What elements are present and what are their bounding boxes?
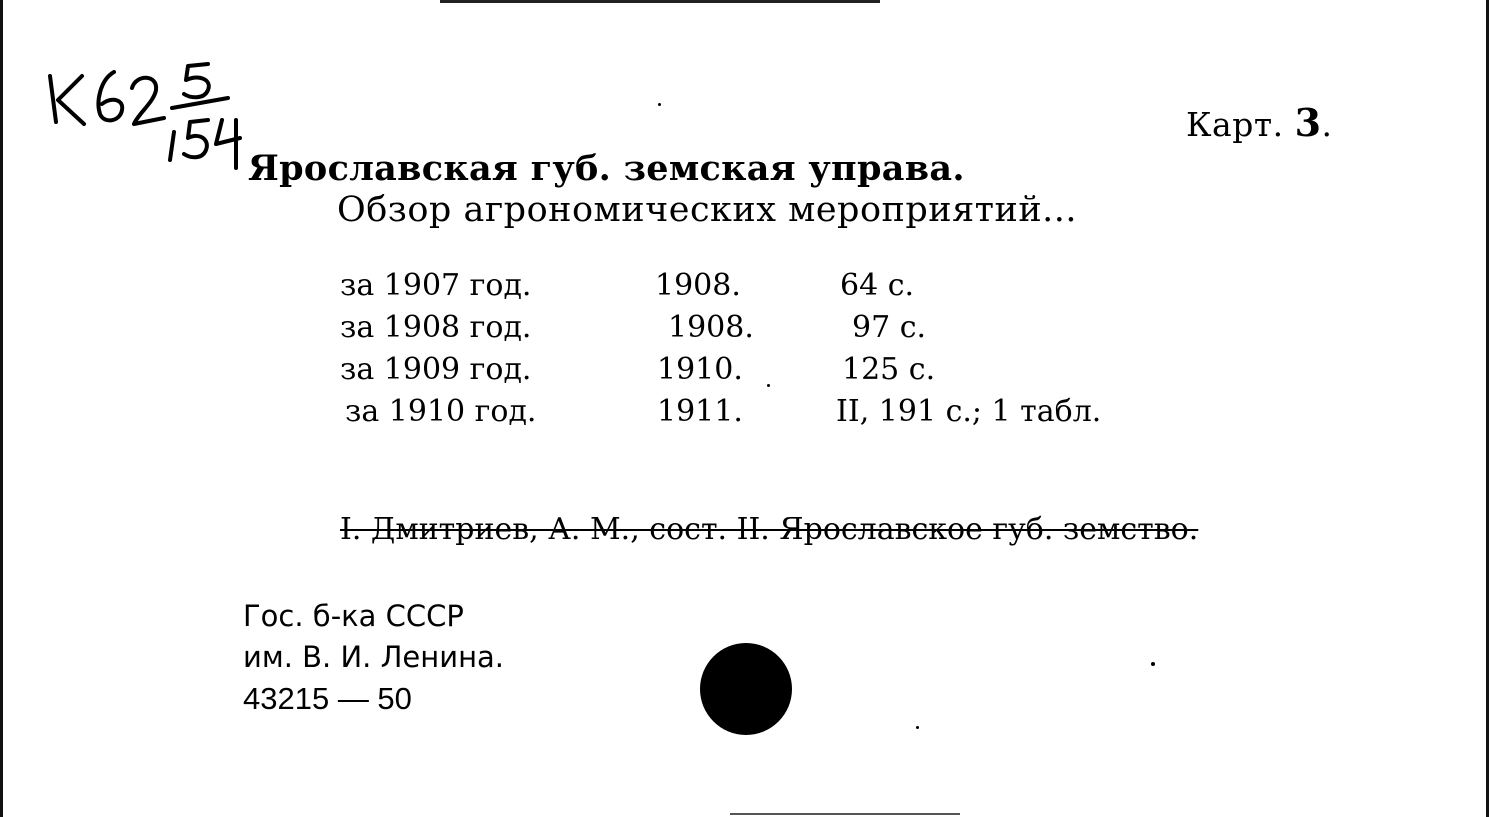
issue-pages: 64 с. (840, 268, 915, 303)
issue-published: 1911. (657, 394, 743, 429)
ink-speck (916, 726, 919, 729)
issue-pages: II, 191 с.; 1 табл. (836, 394, 1102, 429)
handwritten-shelfmark (40, 58, 260, 188)
issue-year: за 1909 год. (340, 352, 532, 387)
punch-hole (700, 643, 792, 735)
ink-speck (658, 103, 661, 106)
ink-speck (767, 384, 770, 387)
library-line-1: Гос. б-ка СССР (243, 599, 464, 633)
card-number-value: 3 (1294, 100, 1322, 145)
order-number: 43215 — 50 (243, 681, 412, 716)
tracings-note: I. Дмитриев, А. М., сост. II. Ярославское губ. земство. (340, 512, 1199, 547)
issue-pages: 125 с. (842, 352, 936, 387)
issue-year: за 1908 год. (340, 310, 532, 345)
card-number-label: Карт. (1186, 105, 1284, 144)
card-bottom-edge (730, 813, 960, 815)
issue-row (0, 268, 1491, 310)
issue-year: за 1910 год. (345, 394, 537, 429)
issue-row (0, 310, 1491, 352)
corporate-author-heading: Ярославская губ. земская управа. (248, 148, 965, 189)
card-number (1186, 100, 1333, 145)
title-statement: Обзор агрономических мероприятий... (337, 190, 1078, 230)
issue-year: за 1907 год. (340, 268, 532, 303)
library-imprint (243, 596, 504, 719)
ink-speck (1151, 662, 1155, 666)
card-number-suffix: . (1321, 105, 1333, 144)
issues-list (0, 268, 1491, 436)
issue-row (0, 352, 1491, 394)
issue-published: 1910. (657, 352, 743, 387)
issue-pages: 97 с. (852, 310, 927, 345)
issue-row (0, 394, 1491, 436)
library-line-2: им. В. И. Ленина. (243, 640, 505, 674)
issue-published: 1908. (668, 310, 754, 345)
handwritten-shelfmark-drawing (40, 58, 260, 188)
issue-published: 1908. (655, 268, 741, 303)
card-top-edge (440, 0, 880, 3)
